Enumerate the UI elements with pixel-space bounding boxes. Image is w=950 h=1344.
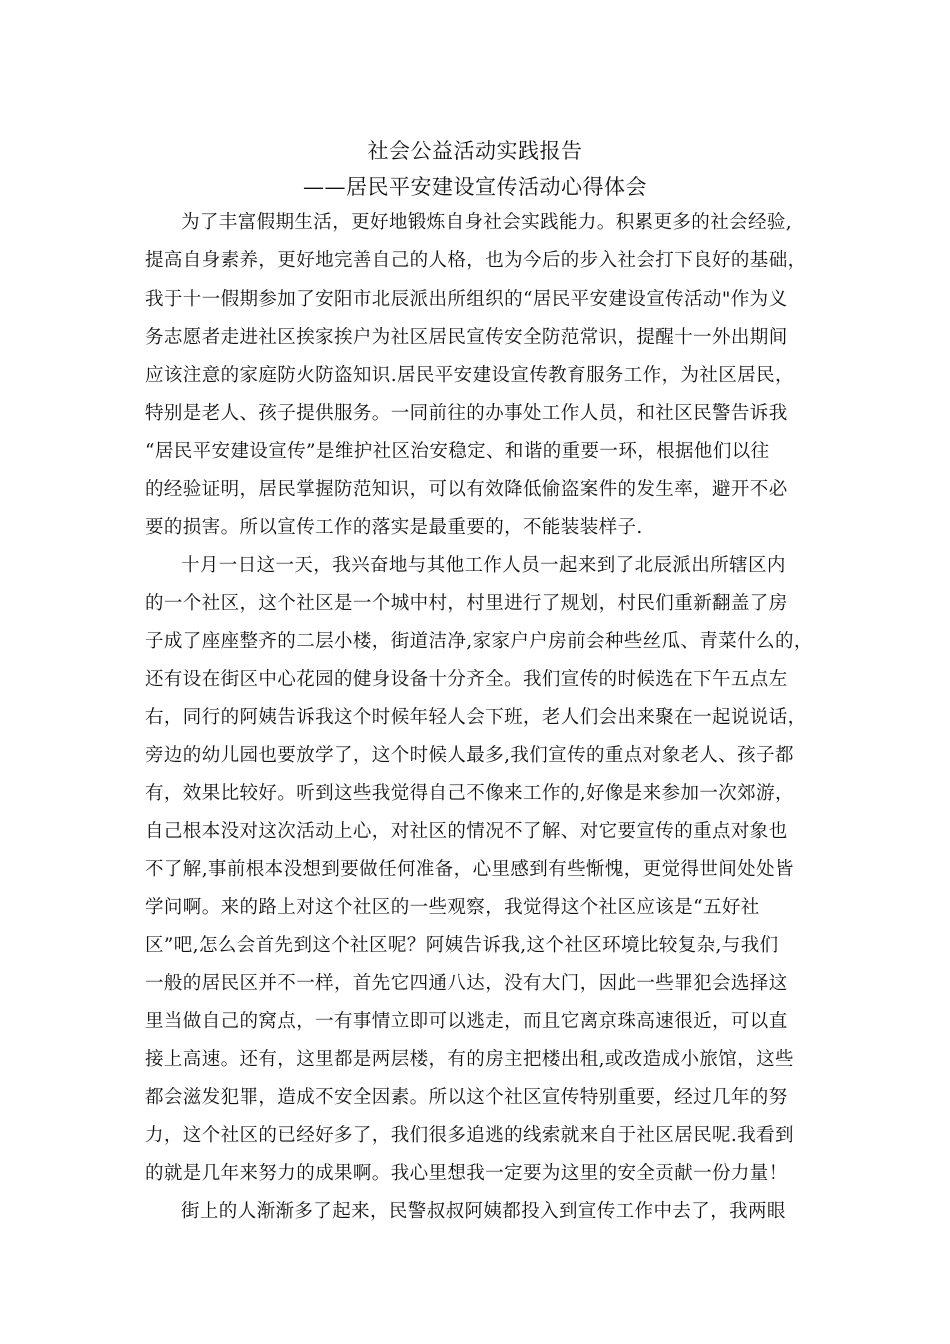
paragraph-1-line-2: 提高自身素养，更好地完善自己的人格，也为今后的步入社会打下良好的基础， [145,250,807,271]
paragraph-2-line-8: 自己根本没对这次活动上心，对社区的情况不了解、对它要宣传的重点对象也 [145,821,788,842]
paragraph-2-line-16: 力，这个社区的已经好多了，我们很多追逃的线索就来自于社区居民呢.我看到 [145,1125,794,1146]
paragraph-1-line-5: 应该注意的家庭防火防盗知识.居民平安建设宣传教育服务工作，为社区居民， [145,365,794,386]
paragraph-2-line-2: 的一个社区，这个社区是一个城中村，村里进行了规划，村民们重新翻盖了房 [145,593,788,614]
paragraph-2-line-11: 区”吧,怎么会首先到这个社区呢？阿姨告诉我,这个社区环境比较复杂,与我们 [145,935,779,956]
paragraph-2-line-6: 旁边的幼儿园也要放学了，这个时候人最多,我们宣传的重点对象老人、孩子都 [145,745,794,766]
document-title: 社会公益活动实践报告 [367,139,583,163]
paragraph-1-line-1: 为了丰富假期生活，更好地锻炼自身社会实践能力。积累更多的社会经验, [181,212,793,233]
paragraph-1-line-4: 务志愿者走进社区挨家挨户为社区居民宣传安全防范常识，提醒十一外出期间 [145,327,788,348]
paragraph-2-line-4: 还有设在街区中心花园的健身设备十分齐全。我们宣传的时候选在下午五点左 [145,669,788,690]
paragraph-2-line-15: 都会滋发犯罪，造成不安全因素。所以这个社区宣传特别重要，经过几年的努 [145,1087,788,1108]
paragraph-1-line-6: 特别是老人、孩子提供服务。一同前往的办事处工作人员，和社区民警告诉我 [145,403,788,424]
paragraph-2-line-14: 接上高速。还有，这里都是两层楼，有的房主把楼出租,或改造成小旅馆，这些 [145,1049,794,1070]
paragraph-2-line-12: 一般的居民区并不一样，首先它四通八达，没有大门，因此一些罪犯会选择这 [145,973,788,994]
paragraph-2-line-9: 不了解,事前根本没想到要做任何准备，心里感到有些惭愧，更觉得世间处处皆 [145,859,794,880]
paragraph-2-line-7: 有，效果比较好。听到这些我觉得自己不像来工作的,好像是来参加一次郊游， [145,783,794,804]
paragraph-2-line-1: 十月一日这一天，我兴奋地与其他工作人员一起来到了北辰派出所辖区内 [181,555,786,576]
paragraph-1-line-9: 要的损害。所以宣传工作的落实是最重要的，不能装装样子. [145,517,643,538]
document-subtitle: ——居民平安建设宣传活动心得体会 [303,175,647,199]
paragraph-3-line-1: 街上的人渐渐多了起来，民警叔叔阿姨都投入到宣传工作中去了，我两眼 [181,1201,786,1222]
paragraph-1-line-8: 的经验证明，居民掌握防范知识，可以有效降低偷盗案件的发生率，避开不必 [145,479,788,500]
paragraph-2-line-3: 子成了座座整齐的二层小楼，街道洁净,家家户户房前会种些丝瓜、青菜什么的， [145,631,813,652]
paragraph-2-line-5: 右，同行的阿姨告诉我这个时候年轻人会下班，老人们会出来聚在一起说说话， [145,707,807,728]
paragraph-2-line-10: 学问啊。来的路上对这个社区的一些观察，我觉得这个社区应该是“五好社 [145,897,760,918]
paragraph-2-line-17: 的就是几年来努力的成果啊。我心里想我一定要为这里的安全贡献一份力量！ [145,1163,788,1184]
paragraph-2-line-13: 里当做自己的窝点，一有事情立即可以逃走，而且它离京珠高速很近，可以直 [145,1011,788,1032]
paragraph-1-line-7: “居民平安建设宣传”是维护社区治安稳定、和谐的重要一环，根据他们以往 [145,441,770,462]
paragraph-1-line-3: 我于十一假期参加了安阳市北辰派出所组织的“居民平安建设宣传活动"作为义 [145,289,788,310]
